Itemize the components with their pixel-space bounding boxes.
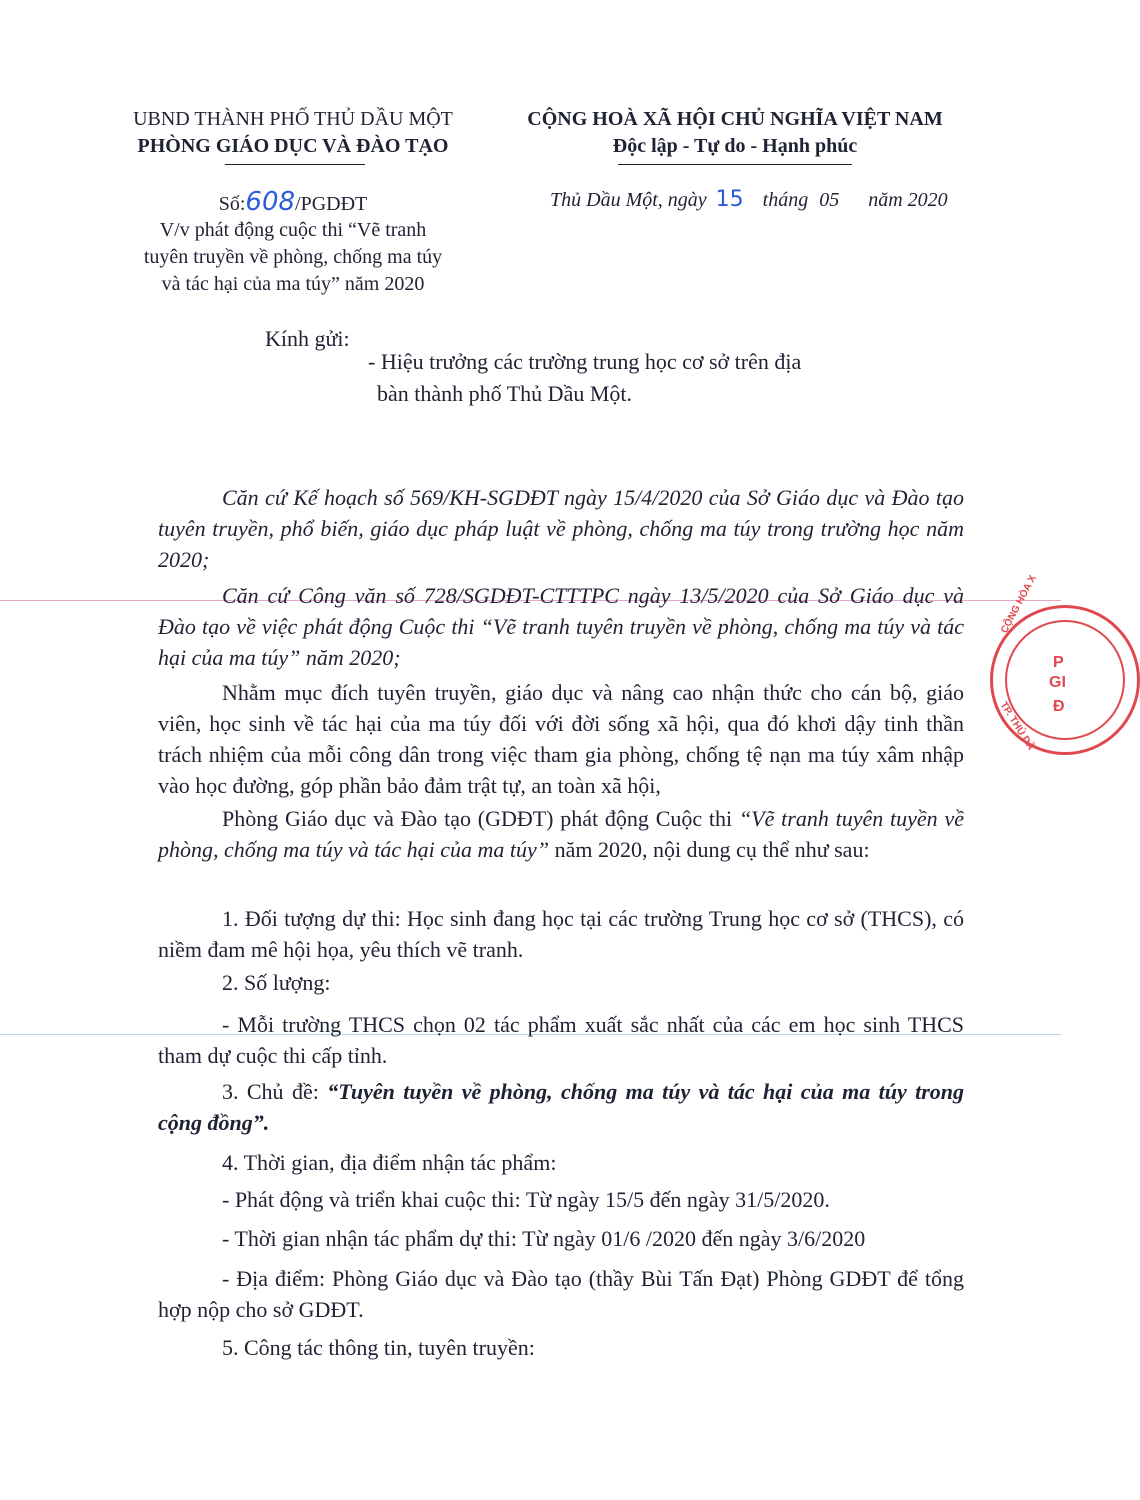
item-theme	[158, 1076, 964, 1138]
seal-center-text: GI	[1049, 674, 1066, 691]
item-time-launch: - Phát động và triển khai cuộc thi: Từ ngày 15/5 đến ngày 31/5/2020.	[222, 1187, 830, 1212]
item-communication: 5. Công tác thông tin, tuyên truyền:	[222, 1335, 535, 1360]
seal-arc-bottom: TP. THỦ DẦ	[997, 700, 1037, 753]
date-day-handwritten: 15	[715, 187, 744, 212]
theme-text: “Tuyên tuyền về phòng, chống ma túy và tác hại của ma túy trong cộng đồng”.	[158, 1079, 964, 1135]
purpose-paragraph: Nhằm mục đích tuyên truyền, giáo dục và nâng cao nhận thức cho cán bộ, giáo viên, học sinh về tác hại của ma túy đối với đời sống xã hội, qua đó khơi dậy tinh thần trách nhiệm của mỗi công dân trong việc tham gia phòng, chống tệ nạn ma túy xâm nhập vào học đường, góp phần bảo đảm trật tự, an toàn xã hội,	[158, 680, 964, 798]
issuer-underline	[225, 164, 365, 165]
item-time-receive: - Thời gian nhận tác phẩm dự thi: Từ ngày 01/6 /2020 đến ngày 3/6/2020	[222, 1226, 866, 1251]
item-place: - Địa điểm: Phòng Giáo dục và Đào tạo (thầy Bùi Tấn Đạt) Phòng GDĐT để tổng hợp nộp cho sở GDĐT.	[158, 1266, 964, 1322]
launch-paragraph	[158, 803, 964, 865]
seal-center-text: P	[1053, 654, 1064, 671]
recipient-line: - Hiệu trưởng các trường trung học cơ sở trên địa	[368, 349, 802, 374]
recipient-line: bàn thành phố Thủ Dầu Một.	[377, 381, 633, 406]
item-quantity-detail: - Mỗi trường THCS chọn 02 tác phẩm xuất sắc nhất của các em học sinh THCS tham dự cuộc thi cấp tỉnh.	[158, 1012, 964, 1068]
item-time-place: 4. Thời gian, địa điểm nhận tác phẩm:	[222, 1150, 557, 1175]
item-quantity: 2. Số lượng:	[222, 970, 331, 995]
launch-text: Phòng Giáo dục và Đào tạo (GDĐT) phát động Cuộc thi	[222, 806, 733, 831]
issuer-department: PHÒNG GIÁO DỤC VÀ ĐÀO TẠO	[137, 135, 449, 157]
doc-number-handwritten: 608	[245, 187, 296, 217]
legal-basis-1: Căn cứ Kế hoạch số 569/KH-SGDĐT ngày 15/4/2020 của Sở Giáo dục và Đào tạo tuyên truyền, phổ biến, giáo dục pháp luật về phòng, chống ma túy trong trường học năm 2020;	[158, 485, 964, 572]
motto-underline	[618, 164, 852, 165]
national-title: CỘNG HOÀ XÃ HỘI CHỦ NGHĨA VIỆT NAM	[527, 108, 943, 130]
date-year: năm 2020	[868, 189, 948, 211]
issuer-authority: UBND THÀNH PHỐ THỦ DẦU MỘT	[133, 108, 453, 130]
seal-arc-top: CỘNG HÒA X	[999, 573, 1039, 636]
contest-title: “Vẽ tranh tuyên tuyền về phòng, chống ma túy và tác hại của ma túy”	[158, 806, 964, 862]
date-month: 05	[819, 189, 840, 211]
document-number	[108, 188, 478, 218]
subject-line: tuyên truyền về phòng, chống ma túy	[143, 246, 443, 268]
legal-basis-2: Căn cứ Công văn số 728/SGDĐT-CTTTPC ngày 13/5/2020 của Sở Giáo dục và Đào tạo về việc phát động Cuộc thi “Vẽ tranh tuyên truyền về phòng, chống ma túy và tác hại của ma túy” năm 2020;	[158, 583, 964, 670]
salutation: Kính gửi:	[265, 326, 350, 351]
national-motto: Độc lập - Tự do - Hạnh phúc	[612, 135, 858, 157]
subject-line: và tác hại của ma túy” năm 2020	[161, 273, 425, 295]
item-participants: 1. Đối tượng dự thi: Học sinh đang học tại các trường Trung học cơ sở (THCS), có niềm đam mê hội họa, yêu thích vẽ tranh.	[158, 906, 964, 962]
subject-line: V/v phát động cuộc thi “Vẽ tranh	[159, 219, 427, 241]
issue-date	[550, 186, 948, 214]
seal-center-text: Đ	[1053, 698, 1065, 715]
date-place-day-label: Thủ Dầu Một, ngày	[550, 189, 707, 211]
date-month-label: tháng	[762, 189, 809, 211]
official-seal	[990, 573, 1140, 755]
doc-number-suffix: /PGDĐT	[295, 193, 368, 215]
theme-label: 3. Chủ đề:	[222, 1079, 319, 1104]
doc-number-prefix: Số:	[218, 193, 246, 215]
launch-text-end: năm 2020, nội dung cụ thể như sau:	[554, 837, 870, 862]
